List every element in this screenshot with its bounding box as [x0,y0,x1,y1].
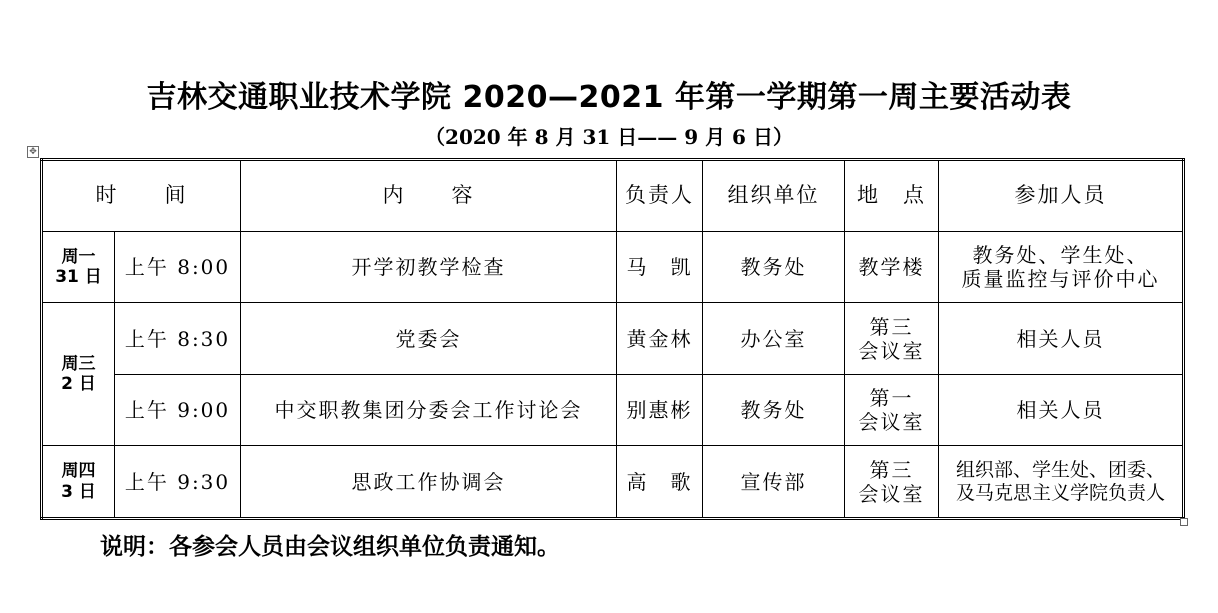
place-cell: 第三 会议室 [845,446,939,519]
place-cell: 第一 会议室 [845,374,939,445]
date-range-subtitle: （2020 年 8 月 31 日—— 9 月 6 日） [425,125,793,149]
document-title: 吉林交通职业技术学院 2020—2021 年第一学期第一周主要活动表 [146,80,1072,115]
day-cell: 周三 2 日 [42,303,115,446]
org-cell: 宣传部 [703,446,845,519]
activity-table [40,158,1185,520]
table-row [42,374,1184,445]
attendees-cell: 组织部、学生处、团委、 及马克思主义学院负责人 [939,446,1184,519]
attendees-cell: 教务处、学生处、 质量监控与评价中心 [939,232,1184,303]
move-handle-icon[interactable]: ✥ [27,146,39,158]
header-owner: 负责人 [617,160,703,232]
table-row [42,303,1184,374]
table-row [42,446,1184,519]
header-content: 内 容 [241,160,617,232]
time-cell: 上午 9:00 [115,374,241,445]
place-cell: 第三 会议室 [845,303,939,374]
header-attendees: 参加人员 [939,160,1184,232]
time-cell: 上午 9:30 [115,446,241,519]
content-cell: 思政工作协调会 [241,446,617,519]
header-time: 时 间 [42,160,241,232]
org-cell: 办公室 [703,303,845,374]
time-cell: 上午 8:30 [115,303,241,374]
content-cell: 中交职教集团分委会工作讨论会 [241,374,617,445]
owner-cell: 别惠彬 [617,374,703,445]
place-cell: 教学楼 [845,232,939,303]
header-org: 组织单位 [703,160,845,232]
footnote: 说明：各参会人员由会议组织单位负责通知。 [100,534,560,560]
content-cell: 党委会 [241,303,617,374]
day-cell: 周一 31 日 [42,232,115,303]
attendees-cell: 相关人员 [939,303,1184,374]
org-cell: 教务处 [703,374,845,445]
attendees-cell: 相关人员 [939,374,1184,445]
content-cell: 开学初教学检查 [241,232,617,303]
time-cell: 上午 8:00 [115,232,241,303]
header-place: 地 点 [845,160,939,232]
owner-cell: 黄金林 [617,303,703,374]
day-cell: 周四 3 日 [42,446,115,519]
owner-cell: 马 凯 [617,232,703,303]
table-header-row [42,160,1184,232]
resize-handle-icon[interactable] [1180,518,1188,526]
owner-cell: 高 歌 [617,446,703,519]
org-cell: 教务处 [703,232,845,303]
table-row [42,232,1184,303]
